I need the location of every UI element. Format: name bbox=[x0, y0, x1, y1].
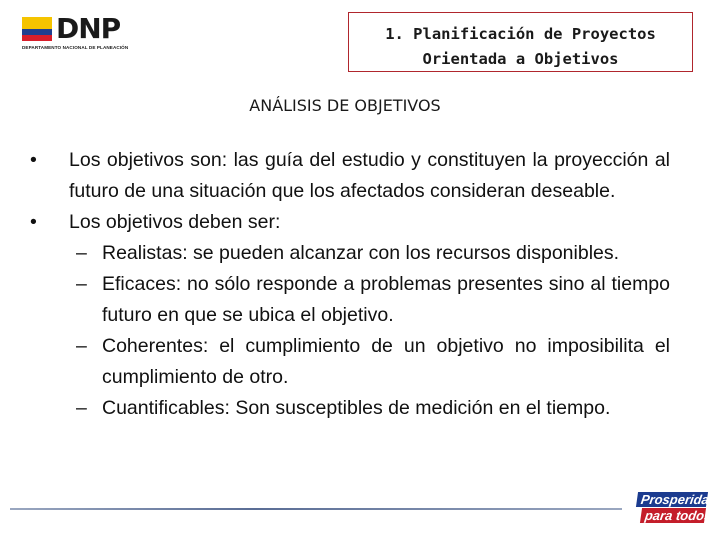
bullet-marker: • bbox=[30, 211, 37, 233]
sub-bullet-text: Realistas: se pueden alcanzar con los recursos disponibles. bbox=[102, 242, 620, 264]
dash-marker: – bbox=[76, 335, 87, 357]
prosperidad-badge bbox=[637, 492, 718, 530]
dnp-logo bbox=[22, 12, 134, 53]
logo-wordmark: DNP bbox=[56, 12, 121, 45]
sub-bullet-item bbox=[30, 269, 670, 331]
dash-marker: – bbox=[76, 273, 87, 295]
sub-bullet-item bbox=[30, 393, 670, 424]
slide-title-line1: 1. Planificación de Proyectos bbox=[385, 25, 656, 43]
logo-subtitle: DEPARTAMENTO NACIONAL DE PLANEACIÓN bbox=[22, 45, 129, 50]
colombia-flag-icon bbox=[22, 17, 52, 41]
sub-bullet-text: Cuantificables: Son susceptibles de medición en el tiempo. bbox=[102, 397, 611, 419]
slide-content bbox=[30, 145, 670, 424]
sub-bullet-item bbox=[30, 331, 670, 393]
bullet-text: Los objetivos deben ser: bbox=[69, 211, 281, 233]
dash-marker: – bbox=[76, 397, 87, 419]
bullet-text: Los objetivos son: las guía del estudio y constituyen la proyección al futuro de una situación que los afectados consideran deseable. bbox=[69, 149, 670, 202]
dash-marker: – bbox=[76, 242, 87, 264]
slide-title-box bbox=[348, 12, 693, 72]
badge-line2: para todos bbox=[640, 508, 706, 523]
footer-divider bbox=[10, 508, 622, 510]
slide-title-line2: Orientada a Objetivos bbox=[422, 50, 619, 68]
sub-bullet-text: Eficaces: no sólo responde a problemas presentes sino al tiempo futuro en que se ubica el objetivo. bbox=[102, 273, 670, 326]
bullet-item bbox=[30, 145, 670, 207]
bullet-item bbox=[30, 207, 670, 238]
badge-line1: Prosperidad bbox=[636, 492, 708, 507]
bullet-marker: • bbox=[30, 149, 37, 171]
sub-bullet-item bbox=[30, 238, 670, 269]
sub-bullet-text: Coherentes: el cumplimiento de un objetivo no imposibilita el cumplimiento de otro. bbox=[102, 335, 670, 388]
section-title: ANÁLISIS DE OBJETIVOS bbox=[249, 96, 441, 115]
